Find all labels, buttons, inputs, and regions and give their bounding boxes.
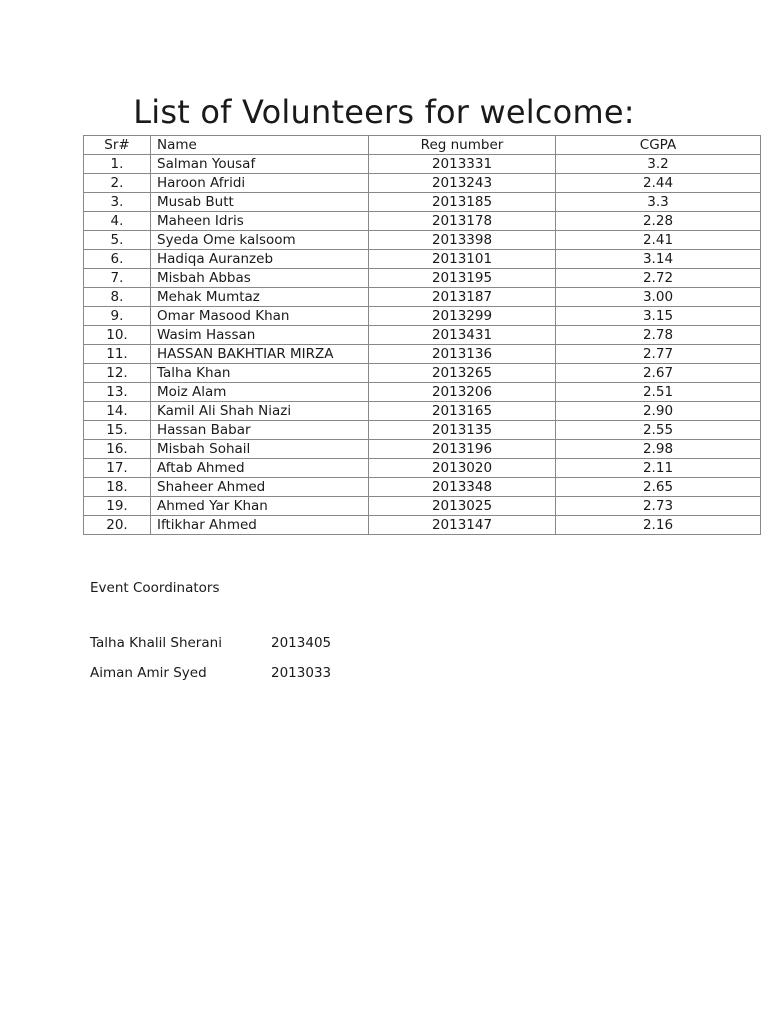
cell-cgpa: 2.55 xyxy=(556,421,761,440)
table-row xyxy=(84,193,761,212)
cell-cgpa: 3.14 xyxy=(556,250,761,269)
cell-cgpa: 2.98 xyxy=(556,440,761,459)
cell-name: Shaheer Ahmed xyxy=(151,478,369,497)
header-cgpa: CGPA xyxy=(556,136,761,155)
cell-cgpa: 2.73 xyxy=(556,497,761,516)
cell-reg-number: 2013101 xyxy=(369,250,556,269)
cell-cgpa: 2.41 xyxy=(556,231,761,250)
table-row xyxy=(84,402,761,421)
coordinator-row xyxy=(90,663,331,683)
cell-sr: 16. xyxy=(84,440,151,459)
cell-name: Iftikhar Ahmed xyxy=(151,516,369,535)
cell-cgpa: 3.00 xyxy=(556,288,761,307)
table-row xyxy=(84,155,761,174)
cell-sr: 10. xyxy=(84,326,151,345)
table-row xyxy=(84,440,761,459)
cell-name: Hassan Babar xyxy=(151,421,369,440)
table-row xyxy=(84,459,761,478)
cell-sr: 2. xyxy=(84,174,151,193)
cell-reg-number: 2013185 xyxy=(369,193,556,212)
cell-cgpa: 2.16 xyxy=(556,516,761,535)
table-row xyxy=(84,307,761,326)
cell-cgpa: 2.65 xyxy=(556,478,761,497)
table-row xyxy=(84,516,761,535)
cell-reg-number: 2013398 xyxy=(369,231,556,250)
cell-reg-number: 2013136 xyxy=(369,345,556,364)
cell-reg-number: 2013147 xyxy=(369,516,556,535)
cell-sr: 18. xyxy=(84,478,151,497)
cell-cgpa: 2.44 xyxy=(556,174,761,193)
coordinator-name: Aiman Amir Syed xyxy=(90,665,207,681)
table-row xyxy=(84,497,761,516)
cell-reg-number: 2013195 xyxy=(369,269,556,288)
cell-reg-number: 2013331 xyxy=(369,155,556,174)
cell-sr: 13. xyxy=(84,383,151,402)
event-coordinators-section xyxy=(90,578,331,683)
cell-name: Misbah Abbas xyxy=(151,269,369,288)
cell-name: Moiz Alam xyxy=(151,383,369,402)
cell-reg-number: 2013265 xyxy=(369,364,556,383)
cell-sr: 5. xyxy=(84,231,151,250)
cell-reg-number: 2013135 xyxy=(369,421,556,440)
cell-sr: 3. xyxy=(84,193,151,212)
cell-sr: 20. xyxy=(84,516,151,535)
cell-cgpa: 2.28 xyxy=(556,212,761,231)
cell-sr: 12. xyxy=(84,364,151,383)
cell-reg-number: 2013025 xyxy=(369,497,556,516)
coordinator-reg-number: 2013033 xyxy=(271,665,332,681)
cell-name: Ahmed Yar Khan xyxy=(151,497,369,516)
cell-reg-number: 2013243 xyxy=(369,174,556,193)
cell-reg-number: 2013196 xyxy=(369,440,556,459)
cell-sr: 14. xyxy=(84,402,151,421)
table-row xyxy=(84,478,761,497)
cell-reg-number: 2013178 xyxy=(369,212,556,231)
cell-name: Wasim Hassan xyxy=(151,326,369,345)
cell-sr: 19. xyxy=(84,497,151,516)
cell-name: Kamil Ali Shah Niazi xyxy=(151,402,369,421)
cell-name: Maheen Idris xyxy=(151,212,369,231)
cell-reg-number: 2013348 xyxy=(369,478,556,497)
cell-name: Omar Masood Khan xyxy=(151,307,369,326)
cell-sr: 8. xyxy=(84,288,151,307)
cell-name: Salman Yousaf xyxy=(151,155,369,174)
header-reg-number: Reg number xyxy=(369,136,556,155)
cell-reg-number: 2013431 xyxy=(369,326,556,345)
cell-name: Haroon Afridi xyxy=(151,174,369,193)
cell-name: Aftab Ahmed xyxy=(151,459,369,478)
cell-name: Hadiqa Auranzeb xyxy=(151,250,369,269)
cell-sr: 7. xyxy=(84,269,151,288)
cell-cgpa: 2.72 xyxy=(556,269,761,288)
cell-cgpa: 2.67 xyxy=(556,364,761,383)
cell-sr: 17. xyxy=(84,459,151,478)
cell-sr: 11. xyxy=(84,345,151,364)
cell-name: Syeda Ome kalsoom xyxy=(151,231,369,250)
cell-reg-number: 2013299 xyxy=(369,307,556,326)
cell-cgpa: 3.3 xyxy=(556,193,761,212)
volunteers-table xyxy=(83,135,761,535)
coordinator-row xyxy=(90,633,331,653)
cell-reg-number: 2013187 xyxy=(369,288,556,307)
table-row xyxy=(84,231,761,250)
cell-sr: 6. xyxy=(84,250,151,269)
table-row xyxy=(84,383,761,402)
cell-name: Mehak Mumtaz xyxy=(151,288,369,307)
table-row xyxy=(84,326,761,345)
cell-cgpa: 3.2 xyxy=(556,155,761,174)
table-row xyxy=(84,174,761,193)
cell-sr: 15. xyxy=(84,421,151,440)
cell-sr: 9. xyxy=(84,307,151,326)
table-body xyxy=(84,155,761,535)
cell-reg-number: 2013206 xyxy=(369,383,556,402)
cell-cgpa: 3.15 xyxy=(556,307,761,326)
coordinator-reg-number: 2013405 xyxy=(271,635,332,651)
coordinator-name: Talha Khalil Sherani xyxy=(90,635,222,651)
cell-reg-number: 2013020 xyxy=(369,459,556,478)
cell-cgpa: 2.78 xyxy=(556,326,761,345)
cell-reg-number: 2013165 xyxy=(369,402,556,421)
table-row xyxy=(84,421,761,440)
table-row xyxy=(84,345,761,364)
cell-name: Talha Khan xyxy=(151,364,369,383)
table-row xyxy=(84,269,761,288)
cell-sr: 1. xyxy=(84,155,151,174)
cell-cgpa: 2.90 xyxy=(556,402,761,421)
cell-cgpa: 2.11 xyxy=(556,459,761,478)
table-row xyxy=(84,212,761,231)
cell-name: HASSAN BAKHTIAR MIRZA xyxy=(151,345,369,364)
page-title: List of Volunteers for welcome: xyxy=(133,93,635,131)
header-sr: Sr# xyxy=(84,136,151,155)
cell-cgpa: 2.77 xyxy=(556,345,761,364)
table-header-row xyxy=(84,136,761,155)
cell-sr: 4. xyxy=(84,212,151,231)
header-name: Name xyxy=(151,136,369,155)
table-row xyxy=(84,250,761,269)
coordinators-heading: Event Coordinators xyxy=(90,580,220,596)
cell-name: Musab Butt xyxy=(151,193,369,212)
table-row xyxy=(84,364,761,383)
table-row xyxy=(84,288,761,307)
cell-name: Misbah Sohail xyxy=(151,440,369,459)
cell-cgpa: 2.51 xyxy=(556,383,761,402)
